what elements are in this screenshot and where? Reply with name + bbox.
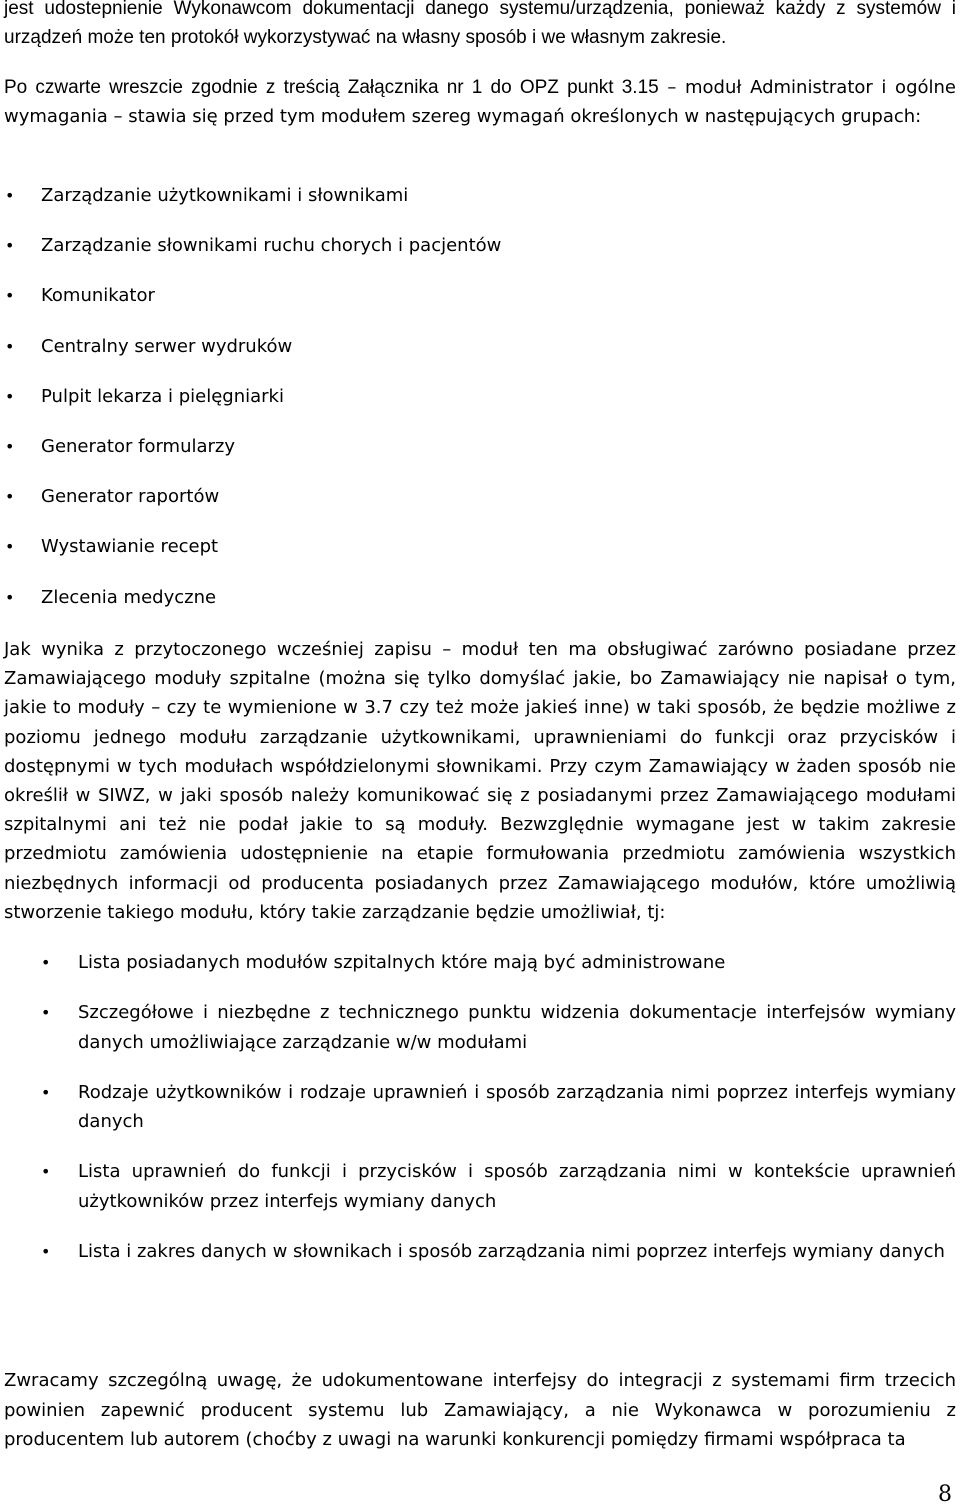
list-item (4, 1237, 956, 1267)
list-item-text: Generator raportów (41, 486, 220, 508)
list-item (4, 432, 956, 482)
list-item (4, 998, 956, 1057)
bullet-icon: • (5, 487, 15, 507)
list-item (4, 332, 956, 382)
list-item-text: Zarządzanie słownikami ruchu chorych i pacjentów (41, 235, 502, 257)
bullet-icon: • (41, 1241, 51, 1261)
bullet-icon: • (41, 1003, 51, 1022)
list-item-text: Zlecenia medyczne (41, 586, 217, 608)
requirements-list (4, 948, 956, 1287)
list-item-text: Centralny serwer wydruków (41, 335, 293, 357)
list-item (4, 382, 956, 432)
intro-paragraph-2 (4, 73, 956, 131)
list-item (4, 281, 956, 331)
final-paragraph: Zwracamy szczególną uwagę, że udokumentowane interfejsy do integracji z systemami firm trzecich powinien zapewnić producent systemu lub Zamawiający, a nie Wykonawca w porozumieniu z producentem lub autorem (choćby z uwagi na warunki konkurencji pomiędzy firmami współpraca ta (4, 1370, 956, 1450)
bullet-icon: • (5, 436, 15, 456)
list-item (4, 231, 956, 281)
list-item-text: Lista i zakres danych w słownikach i sposób zarządzania nimi poprzez interfejs wymiany danych (78, 1240, 945, 1262)
intro-paragraph: jest udostepnienie Wykonawcom dokumentacji danego systemu/urządzenia, ponieważ każdy z systemów i urządzeń może ten protokół wykorzystywać na własny sposób i we własnym zakresie. (4, 0, 956, 48)
list-item (4, 948, 956, 978)
bullet-icon: • (5, 236, 15, 256)
list-item-text: Lista uprawnień do funkcji i przycisków i sposób zarządzania nimi w kontekście uprawnień użytkowników przez interfejs wymiany danych (78, 1161, 956, 1212)
bullet-icon: • (5, 537, 15, 557)
list-item-text: Generator formularzy (41, 435, 236, 457)
bullet-icon: • (5, 386, 15, 406)
intro-paragraph-2-lead: Po czwarte wreszcie zgodnie z treścią Załącznika nr 1 do OPZ punkt 3.15 (4, 77, 659, 98)
list-item (4, 181, 956, 231)
intro-paragraph-2-rest: – moduł Administrator i ogólne wymagania – stawia się przed tym modułem szereg wymagań określonych w następujących grupach: (4, 77, 956, 127)
list-item-text: Pulpit lekarza i pielęgniarki (41, 385, 284, 407)
main-paragraph: Jak wynika z przytoczonego wcześniej zapisu – moduł ten ma obsługiwać zarówno posiadane przez Zamawiającego moduły szpitalne (można się tylko domyślać jakie, bo Zamawiający nie napisał o tym, jakie to moduły – czy te wymienione w 3.7 czy też może jakieś inne) w taki sposób, że będzie możliwe z poziomu jednego modułu zarządzanie użytkownikami, uprawnieniami do funkcji oraz przycisków i dostępnymi w tych modułach współdzielonymi słownikami. Przy czym Zamawiający w żaden sposób nie określił w SIWZ, w jaki sposób należy komunikować się z posiadanymi przez Zamawiającego modułami szpitalnymi ani też nie podał jakie to są moduły. Bezwzględnie wymagane jest w takim zakresie przedmiotu zamówienia udostępnienie na etapie formułowania przedmiotu zamówienia wszystkich niezbędnych informacji od producenta posiadanych przez Zamawiającego modułów, które umożliwią stworzenie takiego modułu, który takie zarządzanie będzie umożliwiał, tj: (4, 639, 956, 923)
list-item (4, 583, 956, 633)
bullet-icon: • (5, 286, 15, 306)
list-item (4, 482, 956, 532)
bullet-icon: • (5, 587, 15, 607)
list-item (4, 1078, 956, 1137)
bullet-icon: • (41, 953, 51, 972)
groups-list (4, 181, 956, 633)
page-number: 8 (938, 1482, 952, 1507)
list-item-text: Zarządzanie użytkownikami i słownikami (41, 185, 409, 206)
list-item-text: Wystawianie recept (41, 536, 219, 558)
bullet-icon: • (41, 1082, 51, 1102)
bullet-icon: • (5, 336, 15, 356)
list-item-text: Komunikator (41, 285, 155, 307)
list-item (4, 532, 956, 582)
list-item-text: Rodzaje użytkowników i rodzaje uprawnień i sposób zarządzania nimi poprzez interfejs wymiany danych (78, 1081, 956, 1132)
list-item-text: Lista posiadanych modułów szpitalnych które mają być administrowane (78, 952, 726, 973)
list-item-text: Szczegółowe i niezbędne z technicznego punktu widzenia dokumentacje interfejsów wymiany danych umożliwiające zarządzanie w/w modułami (78, 1002, 956, 1053)
bullet-icon: • (41, 1162, 51, 1181)
list-item (4, 1157, 956, 1216)
bullet-icon: • (5, 186, 15, 205)
